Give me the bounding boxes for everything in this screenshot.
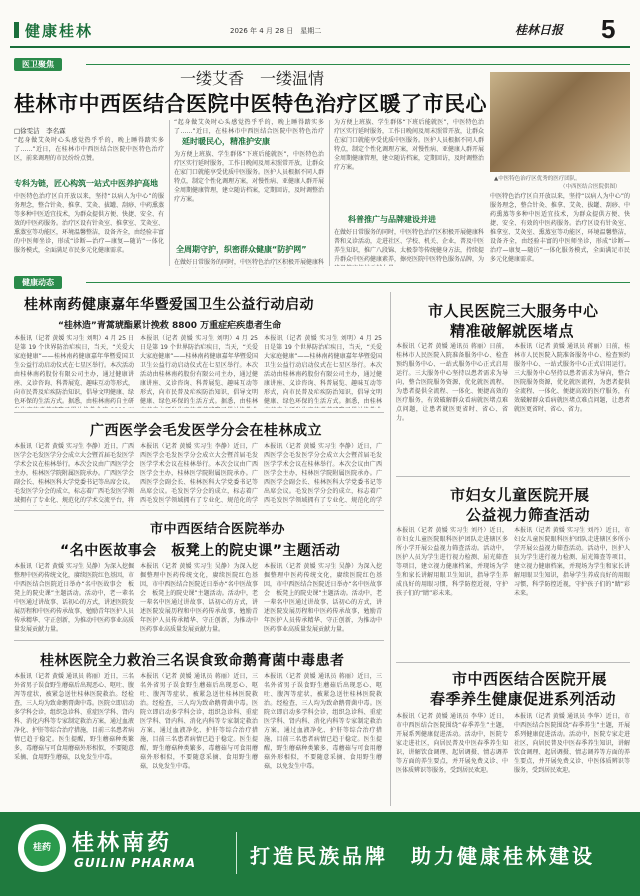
col-rule	[329, 120, 330, 266]
rstory3-body-b: 本报讯（记者 黄媛 通讯员 李华）近日，市中西医结合医院围绕“春季养生”主题，开展系列健康促进活动。活动中，医院专家走进社区，向居民普及中医春季养生知识，讲解饮食调理、起居调摄、情志调养等方面的养生要点，并开展免费义诊、中医体质辨识等服务，受到居民欢迎。	[514, 713, 630, 774]
story1-body-c: 本报讯（记者 黄媛 实习生 刘明）4 月 25 日是第 19 个世界防治疟疾日，当天，“关爱大家庭健康”——桂林南药健康嘉年华暨爱国卫生公益行动启动仪式在七星区举行。本次活动由桂林南药股份有限公司主办，通过健康讲座、义诊咨询、科普展览、趣味互动等形式，向市民普及疟疾防治知识，倡导文明健康、绿色环保的生活方式。据悉，由桂林	[264, 335, 382, 405]
story3-body-b: 本报讯（记者 黄媛 实习生 吴静）为深入挖掘整理中医药传统文化，赓续医院红色基因，市中西医结合医院近日举办“名中医故事会 板凳上的院史课”主题活动。活动中，老一辈名中医通过讲故事、话初心的方式，讲述医院发展历程和中医药传承故事，勉励青年医护人员传承精华、守正创新，为推动中医药事业高质量发展贡献力量。	[140, 563, 258, 633]
top-body-1: 中医特色治疗区自开放以来，坚持“以病人为中心”的服务理念，整合针灸、推拿、艾灸、拔罐、刮痧、中药熏蒸等多种中医适宜技术，为群众提供方便、快捷、安全、有效的中医药服务。治疗区设有针灸室、推拿室、艾灸室、熏蒸室等功能区，环境温馨整洁，设备齐全，由经验丰富的中医师坐诊，形成“诊断—治疗—康复—随访”一体化服务模式，全面满足市民多元化健康需求。	[14, 193, 164, 254]
brand-name-en: GUILIN PHARMA	[74, 856, 196, 870]
paper-name: 桂林日报	[515, 23, 564, 37]
story1-body-a: 本报讯（记者 黄媛 实习生 刘明）4 月 25 日是第 19 个世界防治疟疾日，当天，“关爱大家庭健康”——桂林南药健康嘉年华暨爱国卫生公益行动启动仪式在七星区举行。本次活动由桂林南药股份有限公司主办，通过健康讲座、义诊咨询、科普展览、趣味互动等形式，向市民普及疟疾防治知识，倡导文明健康、绿色环保的生活方式。据悉，由桂林南药自主研	[14, 335, 134, 405]
top-subtitle-1: 专科为链，匠心构筑一站式中医养护高地	[14, 179, 158, 188]
story-rule	[14, 640, 384, 641]
story3-body-c: 本报讯（记者 黄媛 实习生 吴静）为深入挖掘整理中医药传统文化，赓续医院红色基因，市中西医结合医院近日举办“名中医故事会 板凳上的院史课”主题活动。活动中，老一辈名中医通过讲故事、话初心的方式，讲述医院发展历程和中医药传承故事，勉励青年医护人员传承精华、守正创新，为推动中医药事业高质量发展贡献力量。	[264, 563, 382, 633]
top-body-3a: 在做好日常服务的同时，中医特色治疗区积极开展健康科	[174, 259, 324, 266]
top-byline: □徐雯洁 李名霖	[14, 127, 66, 135]
story3-body-a: 本报讯（记者 黄媛 实习生 吴静）为深入挖掘整理中医药传统文化，赓续医院红色基因，市中西医结合医院近日举办“名中医故事会 板凳上的院史课”主题活动。活动中，老一辈名中医通过讲故事、话初心的方式，讲述医院发展历程和中医药传承故事，勉励青年医护人员传承精华、守正创新，为推动中医药事业高质量发展贡献力量。	[14, 563, 134, 633]
tag-rule	[86, 282, 630, 283]
top-intro-2: “起身做艾灸时心头感觉热乎乎的，晚上睡得踏实多了……”近日，在桂林市中西医结合医院中医特色治疗	[174, 119, 324, 135]
story2-body-b: 本报讯（记者 黄媛 实习生 李静）近日，广西医学会毛发医学分会成立大会暨首届毛发医学学术会议在桂林举行。本次会议由广西医学会主办，桂林医学院附属医院承办。广西医学会副会长、桂林医科大学党委书记等出席会议。毛发医学分会的成立，标志着广西毛发医学领域拥有了专业化、规范化的学	[140, 443, 258, 504]
rstory1-body-a: 本报讯（记者 黄媛 通讯员 蒋丽）日前，桂林市人民医院入院准备服务中心、检查预约服务中心、一站式服务中心正式启用运行。三大服务中心坚持以患者需求为导向，整合医院服务资源，优化就医流程，为患者提供全流程、一体化、便捷高效的医疗服务，有效破解群众看病就医堵点难点问题，让患者就医更省时、省心、省力。	[396, 343, 508, 422]
top-body-4: 为方便上班族、学生群体“下班后能就医”，中医特色治疗区实行延时服务，工作日晚间及周末照常开放，让群众在家门口就能享受优质中医服务。医护人员根据不同人群特点，制定个性化调理方案，对慢性病、亚健康人群开展全周期健康管理，建立随访档案，定期回访，及时调整治疗方案。	[334, 119, 484, 171]
brand-name-cn: 桂林南药	[72, 831, 173, 856]
rstory3-title: 市中西医结合医院开展	[452, 670, 608, 688]
tag-rule	[86, 64, 630, 65]
top-intro: “起身做艾灸时心头感觉热乎乎的，晚上睡得踏实多了……”近日，在桂林市中西医结合医院中医特色治疗区，前来调理的市民纷纷点赞。	[14, 137, 164, 162]
top-subtitle-4: 科普推广与品牌建设并进	[348, 215, 436, 224]
rstory1-title: 市人民医院三大服务中心	[428, 302, 599, 320]
story2-body-a: 本报讯（记者 黄媛 实习生 李静）近日，广西医学会毛发医学分会成立大会暨首届毛发医学学术会议在桂林举行。本次会议由广西医学会主办，桂林医学院附属医院承办。广西医学会副会长、桂林医科大学党委书记等出席会议。毛发医学分会的成立，标志着广西毛发医学领域拥有了专业化、规范化的学术交流平台，将	[14, 443, 134, 504]
story1-body-b: 本报讯（记者 黄媛 实习生 刘明）4 月 25 日是第 19 个世界防治疟疾日，当天，“关爱大家庭健康”——桂林南药健康嘉年华暨爱国卫生公益行动启动仪式在七星区举行。本次活动由桂林南药股份有限公司主办，通过健康讲座、义诊咨询、科普展览、趣味互动等形式，向市民普及疟疾防治知识，倡导文明健康、绿色环保的生活方式。据悉，由桂林	[140, 335, 258, 405]
rstory2-body-b: 本报讯（记者 黄媛 实习生 刘丹）近日，市妇女儿童医院眼科医护团队走进辖区多所小学开展公益视力筛查活动。活动中，医护人员为学生进行视力检测、屈光筛查等项目，建立视力健康档案，并现场为学生和家长讲解用眼卫生知识，指导学生养成良好的用眼习惯，科学防控近视，守护孩子们的“睛”彩未来。	[514, 527, 630, 597]
story2-title: 广西医学会毛发医学分会在桂林成立	[90, 423, 322, 439]
tag-health-news: 健康动态	[14, 276, 62, 289]
story4-title: 桂林医院全力救治三名误食致命鹅膏菌中毒患者	[40, 653, 345, 669]
story2-body-c: 本报讯（记者 黄媛 实习生 李静）近日，广西医学会毛发医学分会成立大会暨首届毛发医学学术会议在桂林举行。本次会议由广西医学会主办，桂林医学院附属医院承办。广西医学会副会长、桂林医科大学党委书记等出席会议。毛发医学分会的成立，标志着广西毛发医学领域拥有了专业化、规范化的学	[264, 443, 382, 504]
story4-body-b: 本报讯（记者 黄媛 通讯员 蒋丽）近日，三名外省男子误食野生蘑菇后出现恶心、呕吐、腹泻等症状，被紧急送往桂林医院救治。经检查，三人均为致命鹅膏菌中毒。医院立即启动多学科会诊，组织急诊科、重症医学科、肾内科、消化内科等专家制定救治方案，通过血液净化、护肝等综合治疗措施，目前三名患者病情已趋于稳定。医生提醒，野生蘑菇种类繁多，毒蘑菇与可食用蘑菇外形相似，不要随意采摘、食用野生蘑菇，以免发生中毒。	[140, 673, 258, 770]
page-number: 5	[601, 14, 616, 44]
banner-divider	[236, 832, 237, 874]
tag-medical-focus: 医卫聚焦	[14, 58, 62, 71]
doctor-team-photo	[490, 72, 630, 172]
top-subtitle-3: 全周期守护，织密群众健康“防护网”	[176, 245, 307, 254]
rstory1-title2: 精准破解就医堵点	[450, 322, 575, 340]
issue-date: 2026 年 4 月 28 日 星期二	[230, 27, 322, 35]
rstory2-body-a: 本报讯（记者 黄媛 实习生 刘丹）近日，市妇女儿童医院眼科医护团队走进辖区多所小学开展公益视力筛查活动。活动中，医护人员为学生进行视力检测、屈光筛查等项目，建立视力健康档案，并现场为学生和家长讲解用眼卫生知识，指导学生养成良好的用眼习惯，科学防控近视，守护孩子们的“睛”彩未来。	[396, 527, 508, 597]
top-body-2: 为方便上班族、学生群体“下班后能就医”，中医特色治疗区实行延时服务，工作日晚间及周末照常开放，让群众在家门口就能享受优质中医服务。医护人员根据不同人群特点，制定个性化调理方案，对慢性病、亚健康人群开展全周期健康管理，建立随访档案，定期回访，及时调整治疗方案。	[174, 151, 324, 203]
rstory2-title: 市妇女儿童医院开展	[450, 486, 590, 504]
top-subtitle-2: 延时暖民心，精准护安康	[182, 137, 270, 146]
top-body-6: 中医特色治疗区自开放以来，坚持“以病人为中心”的服务理念，整合针灸、推拿、艾灸、拔罐、刮痧、中药熏蒸等多种中医适宜技术，为群众提供方便、快捷、安全、有效的中医药服务。治疗区设有针灸室、推拿室、艾灸室、熏蒸室等功能区，环境温馨整洁，设备齐全，由经验丰富的中医师坐诊，形成“诊断—治疗—康复—随访”一体化服务模式，全面满足市民多元化健康需求。	[490, 193, 630, 263]
story3-title2: “名中医故事会 板凳上的院史课”主题活动	[60, 543, 341, 559]
banner-slogan: 打造民族品牌 助力健康桂林建设	[250, 844, 595, 868]
rstory1-body-b: 本报讯（记者 黄媛 通讯员 蒋丽）日前，桂林市人民医院入院准备服务中心、检查预约服务中心、一站式服务中心正式启用运行。三大服务中心坚持以患者需求为导向，整合医院服务资源，优化就医流程，为患者提供全流程、一体化、便捷高效的医疗服务，有效破解群众看病就医堵点难点问题，让患者就医更省时、省心、省力。	[514, 343, 630, 413]
rstory3-body-a: 本报讯（记者 黄媛 通讯员 李华）近日，市中西医结合医院围绕“春季养生”主题，开展系列健康促进活动。活动中，医院专家走进社区，向居民普及中医春季养生知识，讲解饮食调理、起居调摄、情志调养等方面的养生要点，并开展免费义诊、中医体质辨识等服务，受到居民欢迎。	[396, 713, 508, 774]
story3-title: 市中西医结合医院举办	[150, 522, 286, 537]
story-rule	[14, 510, 384, 511]
top-body-5: 在做好日常服务的同时，中医特色治疗区积极开展健康科普和义诊活动，走进社区、学校、机关、企业，普及中医养生知识，推广八段锦、太极拳等传统健身方法，持续提升群众中医药健康素养，擦亮医院中医特色服务品牌，为	[334, 229, 484, 263]
story-rule	[396, 476, 630, 477]
top-kicker: 一缕艾香 一缕温情	[180, 69, 325, 88]
rstory3-title2: 春季养生健康促进系列活动	[430, 690, 617, 708]
story4-body-a: 本报讯（记者 黄媛 通讯员 蒋丽）近日，三名外省男子误食野生蘑菇后出现恶心、呕吐、腹泻等症状，被紧急送往桂林医院救治。经检查，三人均为致命鹅膏菌中毒。医院立即启动多学科会诊，组织急诊科、重症医学科、肾内科、消化内科等专家制定救治方案，通过血液净化、护肝等综合治疗措施，目前三名患者病情已趋于稳定。医生提醒，野生蘑菇种类繁多，毒蘑菇与可食用蘑菇外形相似，不要随意采摘、食用野生蘑菇，以免发生中毒。	[14, 673, 134, 761]
story1-subtitle: “桂林造”青蒿琥酯累计挽救 8800 万重症疟疾患者生命	[58, 321, 282, 331]
right-col-rule	[390, 292, 391, 806]
header-rule	[10, 46, 630, 48]
rstory2-title2: 公益视力筛查活动	[466, 506, 591, 524]
top-headline: 桂林市中西医结合医院中医特色治疗区暖了市民心	[14, 92, 487, 116]
story-rule	[396, 662, 630, 663]
story4-body-c: 本报讯（记者 黄媛 通讯员 蒋丽）近日，三名外省男子误食野生蘑菇后出现恶心、呕吐、腹泻等症状，被紧急送往桂林医院救治。经检查，三人均为致命鹅膏菌中毒。医院立即启动多学科会诊，组织急诊科、重症医学科、肾内科、消化内科等专家制定救治方案，通过血液净化、护肝等综合治疗措施，目前三名患者病情已趋于稳定。医生提醒，野生蘑菇种类繁多，毒蘑菇与可食用蘑菇外形相似，不要随意采摘、食用野生蘑菇，以免发生中毒。	[264, 673, 382, 770]
story1-title: 桂林南药健康嘉年华暨爱国卫生公益行动启动	[24, 297, 314, 313]
photo-caption: ▲中医特色治疗区优秀的医疗团队。	[494, 176, 581, 182]
section-name: 健康桂林	[14, 18, 93, 44]
photo-credit: （中西医结合医院供图）	[560, 184, 621, 190]
story-rule	[14, 412, 384, 413]
brand-logo-mark: 桂药	[24, 830, 60, 866]
col-rule	[169, 120, 170, 266]
